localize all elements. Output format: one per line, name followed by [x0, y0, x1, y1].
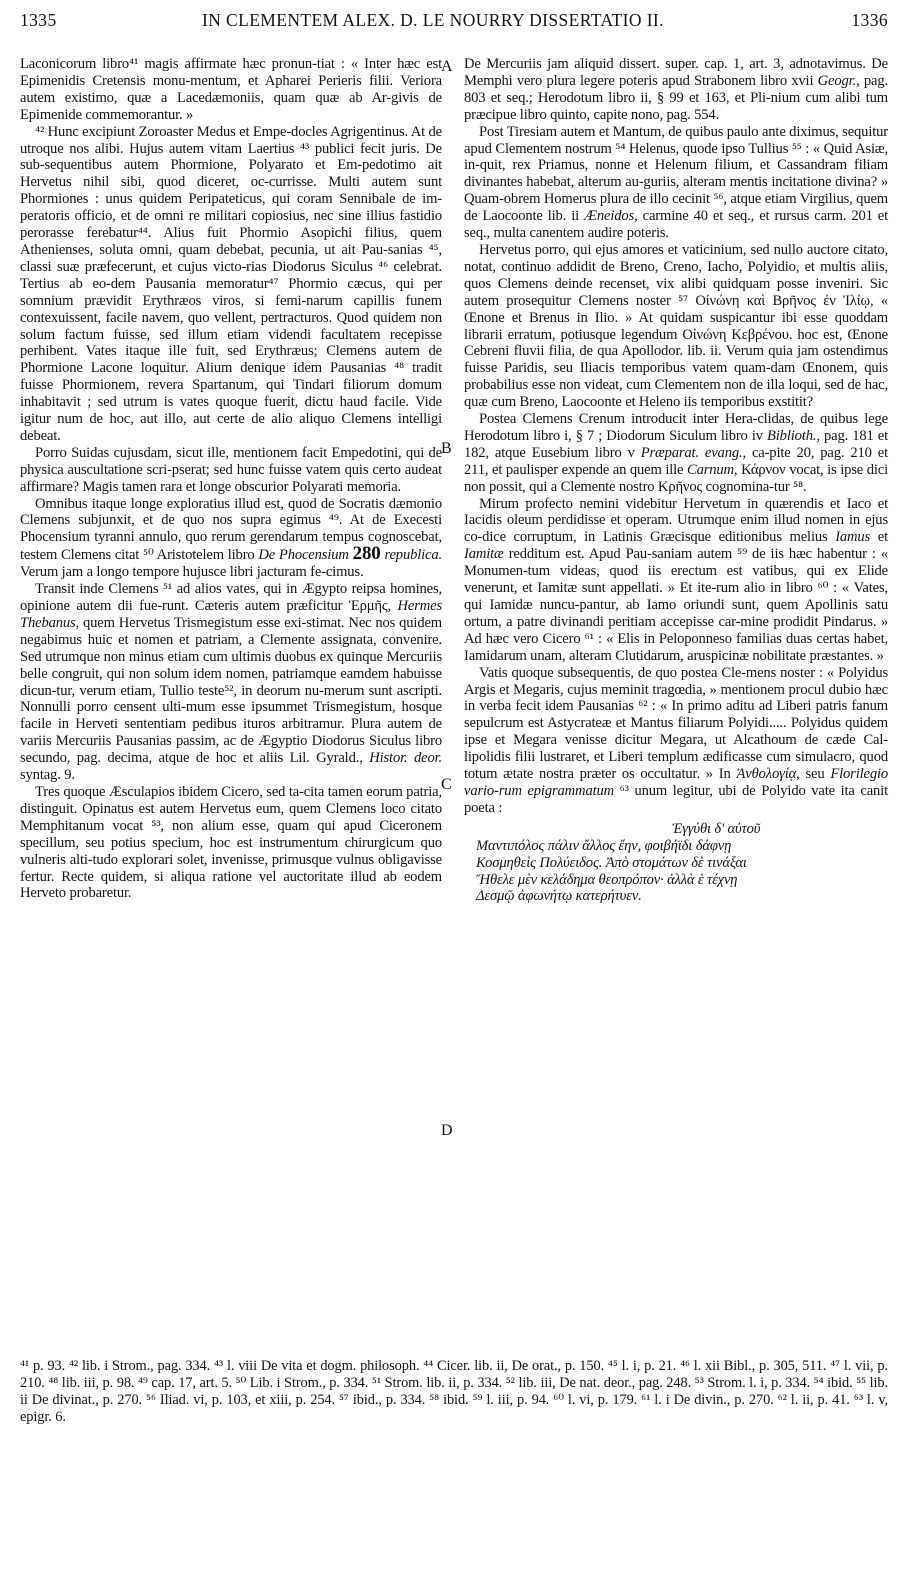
folio-number: 280 [352, 543, 381, 565]
book-title: Histor. deor. [369, 750, 442, 767]
book-title: Biblioth., [767, 427, 820, 444]
book-title: Geogr., [817, 72, 860, 89]
paragraph: Vatis quoque subsequentis, de quo postea Cle-mens noster : « Polyidus Argis et Megaris, cujus meminit tragœdia, » mentionem procul dubio hæc in verba fecit idem Pausanias ⁶² : « In primo aditu ad Liberi patris fanum sepulcrum est Astycrateæ et Mantus filiarum Polyidi..... Polyidus quidem ipse et Megara venisse dicitur Megara, ut Alcathoum de cæde Cal-lipolidis filii lustraret, et Liberi templum ædificasse cum simulacro, quod totum ætate nostra præter os occultatur. » In Ἀνθολογίᾳ, seu Florilegio vario-rum epigrammatum ⁶³ unum legitur, ubi de Polyido vate ita canit poeta : [464, 664, 889, 816]
greek-verse [464, 821, 888, 906]
paragraph: De Mercuriis jam aliquid dissert. super. cap. 1, art. 3, adnotavimus. De Memphi vero plura legere poteris apud Strabonem libro xvii Geogr., pag. 803 et seq.; Herodotum libro ii, § 99 et 163, et Pli-nium cum alibi tum præcipue libro quinto, capite nono, pag. 554. [464, 56, 889, 123]
name-italic: Hermes Thebanus, [20, 598, 443, 631]
paragraph: Transit inde Clemens ⁵¹ ad alios vates, qui in Ægypto reipsa homines, opinione autem dii fue-runt. Cæteris autem præficitur Ἑρμῆς, Hermes Thebanus, quem Hervetus Trismegistum esse exi-stimat. Nec nos quidem negabimus huic et nomen et patriam, a Clemente assignata, convenire. Sed utrumque non minus etiam cum ultimis duobus ex quinque Mercuriis belle congruit, qui non solum idem nomen, patriamque eamdem habuisse dicun-tur, verum etiam, Tullio teste⁵², in deorum nu-merum sunt ascripti. Nonnulli porro censent ulti-mum esse ipsummet Trismegistum, hosque facile in Herveti sententiam pedibus ituros arbitramur. Plura autem de variis Mercuriis Pausanias passim, ac de Ægyptio Diodorus Siculus libro secundo, pag. decima, atque de hoc et aliis Lil. Gyrald., Histor. deor. syntag. 9. [20, 581, 443, 784]
name-italic: Carnum, [686, 461, 738, 478]
paragraph: Laconicorum libro⁴¹ magis affirmate hæc pronun-tiat : « Inter hæc est Epimenidis Cretensis monu-mentum, et Apharei Perieris filii. Veriora autem existimo, quæ a Lacedæmoniis, quam quæ ab Ar-givis de Epimenide commemorantur. » [20, 56, 442, 123]
right-column [464, 56, 888, 905]
section-marker-c: C [441, 776, 452, 793]
verse-line: Δεσμῷ ἀφωνήτῳ κατερήτυεν. [476, 888, 642, 905]
left-page-number: 1335 [20, 10, 57, 30]
right-page-number: 1336 [851, 10, 888, 30]
page-header [20, 10, 888, 40]
verse-line: Μαντιπόλος πάλιν ἄλλος ἔην, φοιβήϊδι δάφνῃ [476, 837, 732, 854]
paragraph: Omnibus itaque longe exploratius illud est, quod de Socratis dæmonio Clemens subjunxit, et de quo nos supra egimus ⁴⁹. At de Execesti Phocensium tyranni annulo, quo rerum gerendarum tempus cognoscebat, testem Clemens citat ⁵⁰ Aristotelem libro De Phocensium 280 republica. Verum jam a longo tempore hujusce libri jacturam fe-cimus. [20, 495, 443, 581]
paragraph: Post Tiresiam autem et Mantum, de quibus paulo ante diximus, sequitur apud Clementem nostrum ⁵⁴ Helenus, quode ipso Tullius ⁵⁵ : « Quid Asiæ, in-quit, rex Priamus, nonne et Helenum filium, et Cassandram filiam divinantes habebat, alterum au-guriis, alteram mentis incitatione divina? » Quam-obrem Homerus plura de illo cecinit ⁵⁶, atque etiam Virgilius, quem de Laocoonte lib. ii Æneidos, carmine 40 et seq., et rursus carm. 201 et seq., multa canentem audire poteris. [464, 123, 889, 242]
footnote-text: ⁴¹ p. 93. ⁴² lib. i Strom., pag. 334. ⁴³ l. viii De vita et dogm. philosoph. ⁴⁴ Cicer. lib. ii, De orat., p. 150. ⁴⁵ l. i, p. 21. ⁴⁶ l. xii Bibl., p. 305, 511. ⁴⁷ l. vii, p. 210. ⁴⁸ lib. iii, p. 98. ⁴⁹ cap. 17, art. 5. ⁵⁰ Lib. i Strom., p. 334. ⁵¹ Strom. lib. ii, p. 334. ⁵² lib. iii, De nat. deor., pag. 248. ⁵³ Strom. l. i, p. 334. ⁵⁴ ibid. ⁵⁵ lib. ii De divinat., p. 270. ⁵⁶ Iliad. vi, p. 103, et xiii, p. 254. ⁵⁷ ibid., p. 334. ⁵⁸ ibid. ⁵⁹ l. iii, p. 94. ⁶⁰ l. vi, p. 179. ⁶¹ l. i De divin., p. 270. ⁶² l. ii, p. 41. ⁶³ l. v, epigr. 6. [20, 1358, 888, 1425]
paragraph: Tres quoque Æsculapios ibidem Cicero, sed ta-cita tamen eorum patria, distinguit. Opinatus est autem Hervetus eum, quem Clemens loco citato Memphitanum vocat ⁵³, non alium esse, quam qui apud Ciceronem specillum, seu potius specium, hoc est instrumentum chirurgicum quo vulneris alti-tudo explorari solet, invenisse, primusque vulnus obligavisse fertur. Recte quidem, si aliqua ratione vel auctoritate illud ab eodem Herveto probaretur. [20, 783, 442, 902]
book-title: republica. [384, 547, 443, 564]
greek-title: Ἀνθολογίᾳ, [736, 766, 800, 783]
running-title: IN CLEMENTEM ALEX. D. LE NOURRY DISSERTATIO II. [202, 10, 664, 30]
section-marker-b: B [441, 440, 452, 457]
verse-line: Ἐγγύθι δ' αὐτοῦ [672, 820, 761, 837]
section-marker-d: D [441, 1122, 453, 1139]
section-marker-a: A [441, 58, 453, 75]
left-column [20, 56, 442, 902]
footnotes [20, 1358, 888, 1426]
book-title: Æneidos, [584, 208, 638, 225]
paragraph: Porro Suidas cujusdam, sicut ille, mentionem facit Empedotini, qui de physica auscultatione scri-pserat; sed hunc fuisse vatem quis certo audeat affirmare? Magis tamen rara et longe obscurior Polyarati memoria. [20, 444, 442, 495]
verse-line: Κοσμηθεὶς Πολύειδος. Ἀπὸ στομάτων δὲ τινάξαι [476, 854, 747, 871]
paragraph: ⁴² Hunc excipiunt Zoroaster Medus et Empe-docles Agrigentinus. At de utroque nos alibi. Hujus autem vitam Laertius ⁴³ publici fecit juris. De sub-sequentibus autem Phormione, Polyarato et Em-pedotimo ait Hervetus nihil sibi, quod diceret, oc-currisse. Multi autem sunt Phormiones : unus quidem Peripateticus, qui coram Sennibale de im-peratoris officio, et de omni re militari copiosius, nec sine illius fastidio perorasse ferebatur⁴⁴. Alius fuit Phormio Asopichi filius, quem Athenienses, soluta omni, quam debebat, pecunia, ut ait Pau-sanias ⁴⁵, classi suæ præfecerunt, et cujus victo-rias Diodorus Siculus ⁴⁶ celebrat. Tertius ab eo-dem Pausania memoratur⁴⁷ Phormio cæcus, qui per somnium prævidit Erythræos viros, si femi-narum capillis funem contexuissent, facile navem, quo vellent, pertracturos. Quod quidem non solum factum fuisse, sed illum etiam videndi facultatem recepisse perhibent. Vates itaque ille fuit, sed Erythræus; Clemens autem de Phormione Lacone loquitur. Alium denique idem Pausanias ⁴⁸ tradit fuisse Phormionem, revera Spartanum, qui Tindari filiorum domum inhabitavit ; sed utrum is vates quoque fuerit, dictu haud facile. Vide igitur num de hoc, aut illo, aut certe de alio aliquo Clemens intelligi debeat. [20, 123, 442, 444]
paragraph: Postea Clemens Crenum introducit inter Hera-clidas, de quibus lege Herodotum libro i, § 7 ; Diodorum Siculum libro iv Biblioth., pag. 181 et 182, atque Eusebium libro v Præparat. evang., ca-pite 20, pag. 210 et 211, et paulisper expende an quem ille Carnum, Κάρνον vocat, is ipse dici non possit, qui a Clemente nostro Κρῆνος cognomina-tur ⁵⁸. [464, 411, 889, 495]
name-italic: Iamitæ [464, 546, 504, 563]
verse-line: Ἤθελε μὲν κελάδημα θεοπρόπον· ἀλλὰ ἑ τέχνῃ [476, 871, 738, 888]
book-title: Florilegio vario-rum epigrammatum [464, 766, 889, 799]
paragraph: Hervetus porro, qui ejus amores et vaticinium, sed nullo auctore citato, notat, continuo addidit de Breno, Creno, Iacho, Polyidio, et multis aliis, quos Clemens deinde recenset, vix alibi quidquam posse inveniri. Sic autem prosequitur Clemens noster ⁵⁷ Οἰνώνη καὶ Βρῆνος ἐν Ἰλίῳ, « Œnone et Brenus in Ilio. » At quidam suspicantur ibi esse quoddam librarii erratum, potiusque legendum Οἰνώνη Κεβρένου. hoc est, Œnone Cebreni fluvii filia, de qua Apollodor. lib. ii. Verum quia jam ostendimus fuisse Paridis, seu Iliacis temporibus vatem quam-dam Œnonem, quis probabilius esse non videat, cum Clementem non de illa loqui, sed de hac, quæ cum Breno, Laocoonte et Heleno iis temporibus exstitit? [464, 241, 888, 411]
paragraph: Mirum profecto nemini videbitur Hervetum in quærendis et Iaco et Iacidis oleum perdidisse et operam. Utrumque enim illud nomen in ejus co-dice corruptum, in Latinis Græcisque editionibus melius Iamus et Iamitæ redditum est. Apud Pau-saniam autem ⁵⁹ de iis hæc habentur : « Monumen-tum videas, quod iis erectum est vatibus, qui ex Elide venerunt, et Iamitæ sunt appellati. » Et ite-rum alio in libro ⁶⁰ : « Vates, qui Iamidæ nuncu-pantur, ab Iamo oriundi sunt, quem Apollinis satu ortum, a patre divinandi peritiam accepisse car-mine prodidit Pindarus. » Ad hæc vero Cicero ⁶¹ : « Elis in Peloponneso familias duas certas habet, Iamidarum unam, alteram Clutidarum, aruspicinæ nobilitate præstantes. » [464, 495, 889, 664]
book-title: Præparat. evang., [640, 444, 746, 461]
book-title: De Phocensium [258, 547, 349, 564]
name-italic: Iamus [835, 529, 871, 546]
